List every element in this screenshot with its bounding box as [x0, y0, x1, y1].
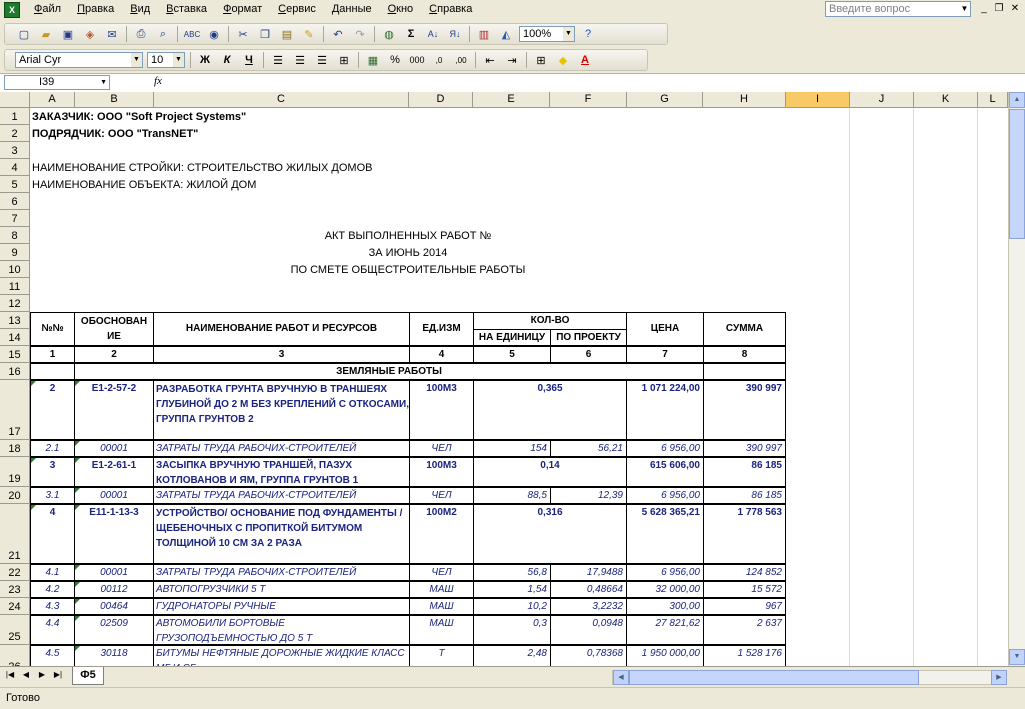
item-unit: ЧЕЛ [409, 440, 474, 457]
toolbar-separator [228, 26, 229, 42]
menu-insert[interactable]: Вставка [166, 3, 208, 15]
row-header[interactable]: 11 [0, 278, 30, 295]
row-header[interactable]: 16 [0, 363, 30, 380]
comment-marker [75, 441, 80, 446]
save-icon[interactable]: ▣ [62, 28, 74, 41]
item-number: 3.1 [30, 487, 75, 504]
select-all-corner[interactable] [0, 92, 30, 108]
item-per-project: 0,48664 [550, 581, 627, 598]
vertical-scrollbar[interactable] [1008, 92, 1025, 666]
close-icon[interactable]: ✕ [1010, 3, 1020, 14]
name-box[interactable] [4, 75, 110, 90]
row-header[interactable]: 17 [0, 380, 30, 440]
item-name: ГУДРОНАТОРЫ РУЧНЫЕ [153, 598, 410, 615]
restore-icon[interactable]: ❐ [994, 3, 1004, 14]
print-icon[interactable]: ⎙ [136, 27, 146, 40]
section-title: ЗЕМЛЯНЫЕ РАБОТЫ [74, 363, 704, 380]
item-basis: Е11-1-13-3 [74, 504, 154, 564]
zoom-select[interactable] [519, 26, 575, 42]
bold-icon[interactable]: Ж [200, 54, 210, 66]
function-icon[interactable]: fx [154, 75, 162, 87]
menu-format[interactable]: Формат [223, 3, 263, 15]
column-header[interactable]: B [75, 92, 154, 108]
item-basis: 00001 [74, 440, 154, 457]
row-header[interactable]: 24 [0, 598, 30, 615]
comment-marker [75, 458, 80, 463]
item-number: 4.1 [30, 564, 75, 581]
section-cell [703, 363, 786, 380]
header-name: НАИМЕНОВАНИЕ РАБОТ И РЕСУРСОВ [153, 312, 410, 346]
item-name: АВТОМОБИЛИ БОРТОВЫЕ ГРУЗОПОДЪЕМНОСТЬЮ ДО 5 Т [153, 615, 410, 645]
row-header[interactable]: 15 [0, 346, 30, 363]
comment-marker [75, 599, 80, 604]
row-header[interactable]: 13 [0, 312, 30, 329]
item-unit: 100М3 [409, 380, 474, 440]
item-per-project: 0,78368 [550, 645, 627, 675]
row-header[interactable]: 4 [0, 159, 30, 176]
menu-window[interactable]: Окно [387, 3, 414, 15]
item-basis: 00001 [74, 487, 154, 504]
sheet-tab-bar [0, 666, 1025, 687]
column-header[interactable]: F [550, 92, 627, 108]
formatting-toolbar [4, 49, 648, 71]
scroll-down-icon[interactable]: ▼ [1009, 649, 1025, 665]
toolbar-separator [190, 52, 191, 68]
toolbar-separator [469, 26, 470, 42]
row-header[interactable]: 5 [0, 176, 30, 193]
item-per-project: 12,39 [550, 487, 627, 504]
item-sum: 390 997 [703, 380, 786, 440]
comment-marker [75, 616, 80, 621]
font-size-select[interactable] [147, 52, 185, 68]
help-icon[interactable]: ? [584, 28, 592, 40]
underline-icon[interactable]: Ч [245, 54, 253, 66]
item-unit: МАШ [409, 615, 474, 645]
header-price: ЦЕНА [626, 312, 704, 346]
minimize-icon[interactable]: _ [981, 3, 987, 14]
column-header[interactable]: D [409, 92, 473, 108]
row-header[interactable]: 23 [0, 581, 30, 598]
chart-wizard-icon[interactable]: ▥ [478, 28, 490, 41]
status-bar: Готово [0, 687, 1025, 709]
sheet-tab[interactable]: Ф5 [72, 667, 104, 685]
item-name: АВТОПОГРУЗЧИКИ 5 Т [153, 581, 410, 598]
cell-reference: I39 [39, 76, 55, 88]
header-per-project: ПО ПРОЕКТУ [550, 329, 627, 346]
align-center-icon[interactable]: ☰ [295, 54, 305, 67]
item-per-unit: 56,8 [473, 564, 551, 581]
toolbar-separator [323, 26, 324, 42]
row-header[interactable]: 21 [0, 504, 30, 564]
scroll-left-icon[interactable]: ◀ [613, 670, 629, 685]
menu-data[interactable]: Данные [331, 3, 372, 15]
last-sheet-icon[interactable]: ▶| [53, 670, 63, 679]
customer-line: ЗАКАЗЧИК: ООО "Soft Project Systems" [32, 111, 247, 123]
item-per-project: 17,9488 [550, 564, 627, 581]
row-header[interactable]: 9 [0, 244, 30, 261]
menu-help[interactable]: Справка [429, 3, 473, 15]
row-header[interactable]: 10 [0, 261, 30, 278]
row-header[interactable]: 1 [0, 108, 30, 125]
row-header[interactable]: 3 [0, 142, 30, 159]
print-preview-icon[interactable]: ⌕ [159, 27, 167, 40]
item-unit: МАШ [409, 581, 474, 598]
toolbar-separator [177, 26, 178, 42]
item-sum: 124 852 [703, 564, 786, 581]
toolbar-separator [126, 26, 127, 42]
item-sum: 1 528 176 [703, 645, 786, 675]
merge-center-icon[interactable]: ⊞ [339, 54, 349, 67]
item-per-project: 56,21 [550, 440, 627, 457]
comment-marker [31, 381, 36, 386]
chevron-down-icon[interactable]: ▼ [173, 53, 184, 67]
italic-icon[interactable]: К [223, 54, 231, 66]
item-sum: 390 997 [703, 440, 786, 457]
item-unit: 100М2 [409, 504, 474, 564]
help-search-input[interactable]: Введите вопрос [825, 1, 971, 17]
document-estimate: ПО СМЕТЕ ОБЩЕСТРОИТЕЛЬНЫЕ РАБОТЫ [290, 264, 526, 276]
column-header[interactable]: K [914, 92, 978, 108]
copy-icon[interactable]: ❐ [260, 28, 270, 41]
item-basis: Е1-2-61-1 [74, 457, 154, 487]
toolbar-separator [526, 52, 527, 68]
item-basis: 00001 [74, 564, 154, 581]
column-header-selected[interactable]: I [786, 92, 850, 108]
borders-icon[interactable]: ⊞ [536, 54, 546, 67]
font-name-value: Arial Cyr [19, 54, 62, 66]
formula-bar [0, 73, 1025, 93]
redo-icon[interactable]: ↷ [355, 28, 365, 41]
item-per-project: 0,0948 [550, 615, 627, 645]
permission-icon[interactable]: ◈ [85, 28, 95, 41]
item-price: 5 628 365,21 [626, 504, 704, 564]
item-name: ЗАТРАТЫ ТРУДА РАБОЧИХ-СТРОИТЕЛЕЙ [153, 440, 410, 457]
toolbar-separator [358, 52, 359, 68]
item-per-project: 3,2232 [550, 598, 627, 615]
toolbar-separator [374, 26, 375, 42]
object-line: НАИМЕНОВАНИЕ ОБЪЕКТА: ЖИЛОЙ ДОМ [32, 179, 257, 191]
col-number: 2 [74, 346, 154, 363]
align-left-icon[interactable]: ☰ [273, 54, 283, 67]
item-basis: 30118 [74, 645, 154, 675]
menu-file[interactable]: Файл [34, 3, 62, 15]
item-name: БИТУМЫ НЕФТЯНЫЕ ДОРОЖНЫЕ ЖИДКИЕ КЛАСС [153, 645, 410, 675]
item-number: 2.1 [30, 440, 75, 457]
comment-marker [75, 565, 80, 570]
item-number: 4.5 [30, 645, 75, 675]
font-name-select[interactable] [15, 52, 143, 68]
header-num: №№ [30, 312, 75, 346]
menu-tools[interactable]: Сервис [278, 3, 316, 15]
item-name: ЗАТРАТЫ ТРУДА РАБОЧИХ-СТРОИТЕЛЕЙ [153, 564, 410, 581]
header-qty: КОЛ-ВО [473, 312, 627, 330]
column-header[interactable]: G [627, 92, 703, 108]
fill-color-icon[interactable]: ◆ [558, 54, 568, 67]
drawing-icon[interactable]: ◭ [501, 28, 511, 41]
item-price: 6 956,00 [626, 564, 704, 581]
row-header[interactable]: 19 [0, 457, 30, 487]
thousands-separator-icon[interactable]: 000 [409, 55, 425, 65]
decrease-decimal-icon[interactable]: ,00 [455, 55, 467, 65]
item-per-unit: 154 [473, 440, 551, 457]
section-cell [30, 363, 75, 380]
item-unit: Т [409, 645, 474, 675]
item-basis: Е1-2-57-2 [74, 380, 154, 440]
item-unit: МАШ [409, 598, 474, 615]
cut-icon[interactable]: ✂ [238, 28, 248, 41]
currency-icon[interactable]: ▦ [367, 54, 379, 67]
comment-marker [75, 488, 80, 493]
scroll-right-icon[interactable]: ▶ [991, 670, 1007, 685]
item-name: УСТРОЙСТВО/ ОСНОВАНИЕ ПОД ФУНДАМЕНТЫ / ЩЕБЕНОЧНЫХ С ПРОПИТКОЙ БИТУМОМ ТОЛЩИНОЙ 10 СМ ЗА 2 РАЗА [153, 504, 410, 564]
open-folder-icon[interactable]: ▰ [41, 28, 51, 41]
col-number: 3 [153, 346, 410, 363]
item-price: 615 606,00 [626, 457, 704, 487]
item-per-unit: 88,5 [473, 487, 551, 504]
scroll-thumb[interactable] [1009, 109, 1025, 239]
item-sum: 86 185 [703, 457, 786, 487]
item-sum: 15 572 [703, 581, 786, 598]
col-number: 4 [409, 346, 474, 363]
header-per-unit: НА ЕДИНИЦУ [473, 329, 551, 346]
horizontal-scrollbar[interactable] [612, 670, 1007, 685]
row-header[interactable]: 20 [0, 487, 30, 504]
item-unit: ЧЕЛ [409, 487, 474, 504]
email-icon[interactable]: ✉ [107, 28, 117, 41]
col-number: 8 [703, 346, 786, 363]
row-header[interactable]: 7 [0, 210, 30, 227]
column-header[interactable]: L [978, 92, 1008, 108]
scroll-up-icon[interactable]: ▲ [1009, 92, 1025, 108]
comment-marker [75, 582, 80, 587]
toolbar-separator [475, 52, 476, 68]
toolbar-separator [263, 52, 264, 68]
item-basis: 00112 [74, 581, 154, 598]
menu-view[interactable]: Вид [130, 3, 151, 15]
item-unit: ЧЕЛ [409, 564, 474, 581]
column-header[interactable]: C [154, 92, 409, 108]
menu-edit[interactable]: Правка [77, 3, 115, 15]
item-price: 27 821,62 [626, 615, 704, 645]
item-unit: 100М3 [409, 457, 474, 487]
col-number: 5 [473, 346, 551, 363]
research-icon[interactable]: ◉ [209, 28, 219, 41]
header-basis: ОБОСНОВАН ИЕ [74, 312, 154, 346]
standard-toolbar [4, 23, 668, 45]
comment-marker [75, 646, 80, 651]
column-header[interactable]: H [703, 92, 786, 108]
chevron-down-icon[interactable]: ▼ [960, 4, 969, 13]
increase-indent-icon[interactable]: ⇥ [507, 54, 517, 67]
item-number: 3 [30, 457, 75, 487]
chevron-down-icon[interactable]: ▼ [563, 27, 574, 41]
item-name: РАЗРАБОТКА ГРУНТА ВРУЧНУЮ В ТРАНШЕЯХ ГЛУБИНОЙ ДО 2 М БЕЗ КРЕПЛЕНИЙ С ОТКОСАМИ, ГРУППА ГРУНТОВ 2 [153, 380, 410, 440]
row-header[interactable]: 14 [0, 329, 30, 346]
item-number: 4.3 [30, 598, 75, 615]
item-sum: 2 637 [703, 615, 786, 645]
scroll-thumb[interactable] [629, 670, 919, 685]
zoom-value: 100% [523, 28, 552, 40]
row-header[interactable]: 2 [0, 125, 30, 142]
item-price: 6 956,00 [626, 440, 704, 457]
excel-app-icon[interactable]: X [4, 2, 20, 18]
row-header[interactable]: 22 [0, 564, 30, 581]
paste-icon[interactable]: ▤ [281, 28, 293, 41]
item-price: 1 950 000,00 [626, 645, 704, 675]
column-header[interactable]: E [473, 92, 550, 108]
document-title: АКТ ВЫПОЛНЕННЫХ РАБОТ № [324, 230, 492, 242]
gridline [977, 108, 978, 668]
decrease-indent-icon[interactable]: ⇤ [485, 54, 495, 67]
increase-decimal-icon[interactable]: ,0 [435, 55, 443, 65]
comment-marker [75, 505, 80, 510]
gridline [849, 108, 850, 668]
item-price: 6 956,00 [626, 487, 704, 504]
item-basis: 02509 [74, 615, 154, 645]
chevron-down-icon[interactable]: ▼ [131, 53, 142, 67]
undo-icon[interactable]: ↶ [333, 28, 343, 41]
item-basis: 00464 [74, 598, 154, 615]
next-sheet-icon[interactable]: ▶ [38, 670, 46, 679]
item-price: 32 000,00 [626, 581, 704, 598]
font-size-value: 10 [151, 54, 164, 66]
percent-icon[interactable]: % [390, 54, 400, 66]
row-header[interactable]: 12 [0, 295, 30, 312]
item-per-unit: 10,2 [473, 598, 551, 615]
col-number: 1 [30, 346, 75, 363]
prev-sheet-icon[interactable]: ◀ [22, 670, 30, 679]
item-sum: 967 [703, 598, 786, 615]
item-name: ЗАСЫПКА ВРУЧНУЮ ТРАНШЕЙ, ПАЗУХ КОТЛОВАНОВ И ЯМ, ГРУППА ГРУНТОВ 1 [153, 457, 410, 487]
sort-ascending-icon[interactable]: A↓ [427, 29, 439, 39]
row-header[interactable]: 6 [0, 193, 30, 210]
col-number: 6 [550, 346, 627, 363]
item-sum: 1 778 563 [703, 504, 786, 564]
align-right-icon[interactable]: ☰ [317, 54, 327, 67]
item-per-unit: 2,48 [473, 645, 551, 675]
column-header[interactable]: J [850, 92, 914, 108]
new-document-icon[interactable]: ▢ [18, 28, 30, 41]
font-color-icon[interactable]: A [581, 54, 589, 66]
contractor-line: ПОДРЯДЧИК: ООО "TransNET" [32, 128, 199, 140]
hyperlink-icon[interactable]: ◍ [384, 28, 394, 41]
item-sum: 86 185 [703, 487, 786, 504]
header-sum: СУММА [703, 312, 786, 346]
item-per-unit: 0,3 [473, 615, 551, 645]
construction-line: НАИМЕНОВАНИЕ СТРОЙКИ: СТРОИТЕЛЬСТВО ЖИЛЫХ ДОМОВ [32, 162, 373, 174]
item-qty: 0,365 [473, 380, 627, 440]
item-per-unit: 1,54 [473, 581, 551, 598]
first-sheet-icon[interactable]: |◀ [5, 670, 15, 679]
spelling-icon[interactable]: ABC [183, 29, 201, 39]
format-painter-icon[interactable]: ✎ [304, 28, 314, 41]
item-number: 4 [30, 504, 75, 564]
item-number: 2 [30, 380, 75, 440]
comment-marker [31, 505, 36, 510]
worksheet-grid[interactable] [0, 92, 1008, 666]
row-header[interactable]: 18 [0, 440, 30, 457]
gridline [913, 108, 914, 668]
col-number: 7 [626, 346, 704, 363]
comment-marker [31, 458, 36, 463]
item-price: 1 071 224,00 [626, 380, 704, 440]
row-header[interactable]: 8 [0, 227, 30, 244]
chevron-down-icon[interactable]: ▼ [100, 79, 107, 86]
column-header[interactable]: A [30, 92, 75, 108]
item-name: ЗАТРАТЫ ТРУДА РАБОЧИХ-СТРОИТЕЛЕЙ [153, 487, 410, 504]
document-period: ЗА ИЮНЬ 2014 [368, 247, 448, 259]
item-price: 300,00 [626, 598, 704, 615]
item-qty: 0,14 [473, 457, 627, 487]
autosum-icon[interactable]: Σ [407, 28, 415, 40]
comment-marker [75, 381, 80, 386]
item-qty: 0,316 [473, 504, 627, 564]
header-unit: ЕД.ИЗМ [409, 312, 474, 346]
sort-descending-icon[interactable]: Я↓ [449, 29, 461, 39]
row-header[interactable]: 25 [0, 615, 30, 645]
item-number: 4.4 [30, 615, 75, 645]
item-number: 4.2 [30, 581, 75, 598]
